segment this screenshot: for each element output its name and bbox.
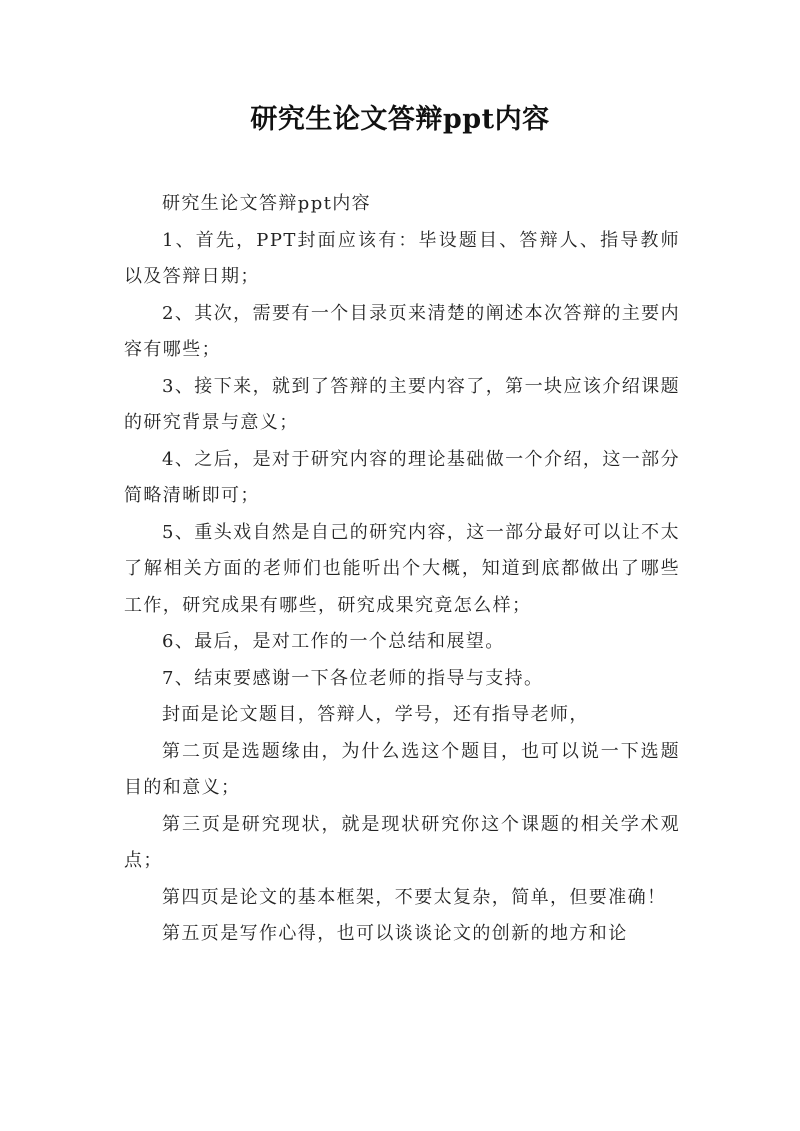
paragraph-page-five: 第五页是写作心得，也可以谈谈论文的创新的地方和论 <box>162 923 628 944</box>
paragraph-item-6: 6、最后，是对工作的一个总结和展望。 <box>162 631 505 652</box>
paragraph-item-1: 1、首先，PPT封面应该有：毕设题目、答辩人、指导教师以及答辩日期； <box>124 229 680 287</box>
paragraph-item-2: 2、其次，需要有一个目录页来清楚的阐述本次答辩的主要内容有哪些； <box>124 302 680 360</box>
paragraph-page-two: 第二页是选题缘由，为什么选这个题目，也可以说一下选题目的和意义； <box>124 740 680 798</box>
paragraph-page-four: 第四页是论文的基本框架，不要太复杂，简单，但要准确！ <box>162 886 667 908</box>
paragraph-item-4: 4、之后，是对于研究内容的理论基础做一个介绍，这一部分简略清晰即可； <box>124 448 680 506</box>
paragraph-item-3: 3、接下来，就到了答辩的主要内容了，第一块应该介绍课题的研究背景与意义； <box>124 375 680 433</box>
paragraph-item-5: 5、重头戏自然是自己的研究内容，这一部分最好可以让不太了解相关方面的老师们也能听出个大概，知道到底都做出了哪些工作，研究成果有哪些，研究成果究竟怎么样； <box>124 521 680 616</box>
document-body <box>124 186 680 953</box>
page-title: 研究生论文答辩ppt内容 <box>250 104 550 135</box>
paragraph-subtitle: 研究生论文答辩ppt内容 <box>162 193 372 214</box>
paragraph-item-7: 7、结束要感谢一下各位老师的指导与支持。 <box>162 667 544 689</box>
paragraph-cover-page: 封面是论文题目，答辩人，学号，还有指导老师， <box>162 704 589 725</box>
paragraph-page-three: 第三页是研究现状，就是现状研究你这个课题的相关学术观点； <box>124 813 680 871</box>
